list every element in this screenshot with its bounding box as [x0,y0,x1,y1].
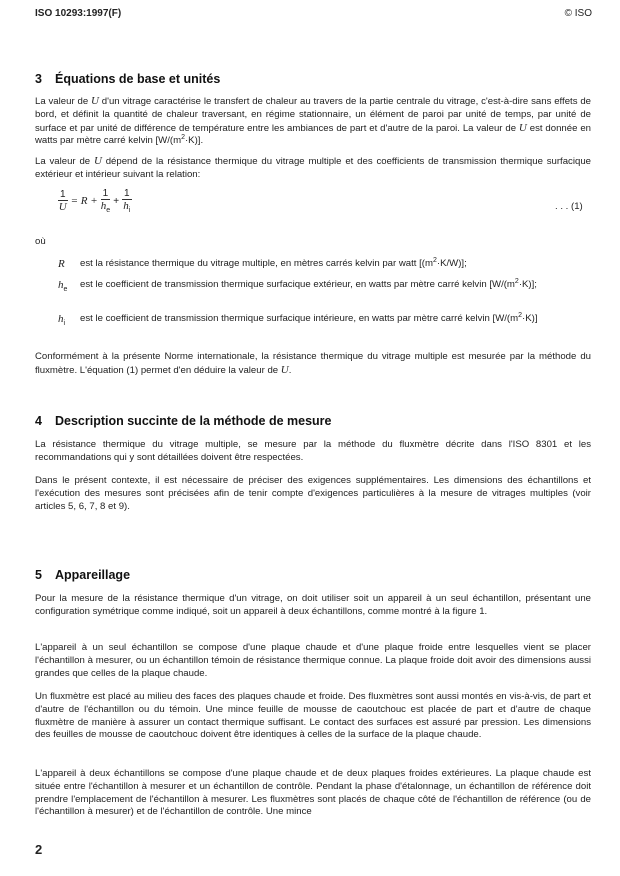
copyright: © ISO [564,8,592,19]
equation-1: $\frac{1}{U}$ = R + $\frac{1}{h_e}$ + $\frac{1}{h_i}$ [58,188,131,214]
s4-paragraph-2: Dans le présent contexte, il est nécessaire de préciser des exigences supplémentaires. Les dimensions des échantillons et l'exécution des mesures sont précisées afin de tenir compte d'exigences particulières à la mesure de vitrages multiples (voir articles 5, 6, 7, 8 et 9). [35,475,591,512]
section-3-heading: 3 Équations de base et unités [35,72,221,86]
s3-paragraph-1: La valeur de U d'un vitrage caractérise le transfert de chaleur au travers de la partie centrale du vitrage, c'est-à-dire sans effets de bord, et définit la quantité de chaleur traversant, en régime stationnaire, un élément de paroi par unité de temps, par unité de surface et par unité de différence de température entre les ambiances de part et d'autre de la paroi. La valeur de U est donnée en watts par mètre carré kelvin $[W/(m^2\cdot K)]$. [35,95,592,147]
definition-hi: $h_i$ est le coefficient de transmission thermique surfacique intérieure, en watts par mètre carré kelvin $[W/(m^2\cdot K)]$ [58,311,538,327]
equation-number: . . . (1) [555,201,583,212]
s3-paragraph-3: Conformément à la présente Norme internationale, la résistance thermique du vitrage multiple est mesurée par la méthode du fluxmètre. L'équation (1) permet d'en déduire la valeur de U. [35,351,591,376]
section-4-heading: 4 Description succinte de la méthode de mesure [35,414,332,428]
s5-paragraph-4: L'appareil à deux échantillons se compose d'une plaque chaude et de deux plaques froides extérieures. La plaque chaude est située entre l'échantillon à mesurer et un échantillon de contrôle. Pendant la phase d'étalonnage, un échantillon de référence doit prendre l'emplacement de l'échantillon à mesurer. Les fluxmètres sont placés de chaque côté de l'échantillon de référence (ou de l'échantillon à mesurer) et de l'échantillon de contrôle. Une mince [35,768,591,818]
s3-paragraph-2: La valeur de U dépend de la résistance thermique du vitrage multiple et des coefficients de transmission thermique surfacique extérieur et intérieur suivant la relation: [35,155,591,180]
definition-he: $h_e$ est le coefficient de transmission thermique surfacique extérieur, en watts par mètre carré kelvin $[W/(m^2\cdot K)]$; [58,277,537,293]
s5-paragraph-1: Pour la mesure de la résistance thermique d'un vitrage, on doit utiliser soit un appareil à un seul échantillon, présentant une configuration symétrique comme indiqué, soit un appareil à deux échantillons, comme montré à la figure 1. [35,593,591,617]
ou-label: où [35,236,46,247]
definition-R: R est la résistance thermique du vitrage multiple, en mètres carrés kelvin par watt $[(m^2\cdot K/W)]$; [58,256,467,270]
s5-paragraph-3: Un fluxmètre est placé au milieu des faces des plaques chaude et froide. Des fluxmètres sont aussi montés en vis-à-vis, de part et d'autre de l'échantillon ou du témoin. Une mince feuille de mousse de caoutchouc est placée de part et d'autre de chaque fluxmètre de manière à assurer un contact thermique suffisant. Le contact des surfaces est assuré par pression. Les dimensions des feuilles de mousse de caoutchouc doivent être identiques à celles de la surface de la plaque chaude. [35,691,591,741]
page-number: 2 [35,842,43,857]
section-5-heading: 5 Appareillage [35,568,131,582]
document-id: ISO 10293:1997(F) [35,8,122,19]
s4-paragraph-1: La résistance thermique du vitrage multiple, se mesure par la méthode du fluxmètre décrite dans l'ISO 8301 et les recommandations qui y sont détaillées doivent être respectées. [35,439,591,463]
s5-paragraph-2: L'appareil à un seul échantillon se compose d'une plaque chaude et d'une plaque froide entre lesquelles vient se placer l'échantillon à mesurer, ou un échantillon témoin de résistance thermique connue. La plaque froide doit avoir des dimensions aussi grandes que celles de la plaque chaude. [35,642,591,679]
